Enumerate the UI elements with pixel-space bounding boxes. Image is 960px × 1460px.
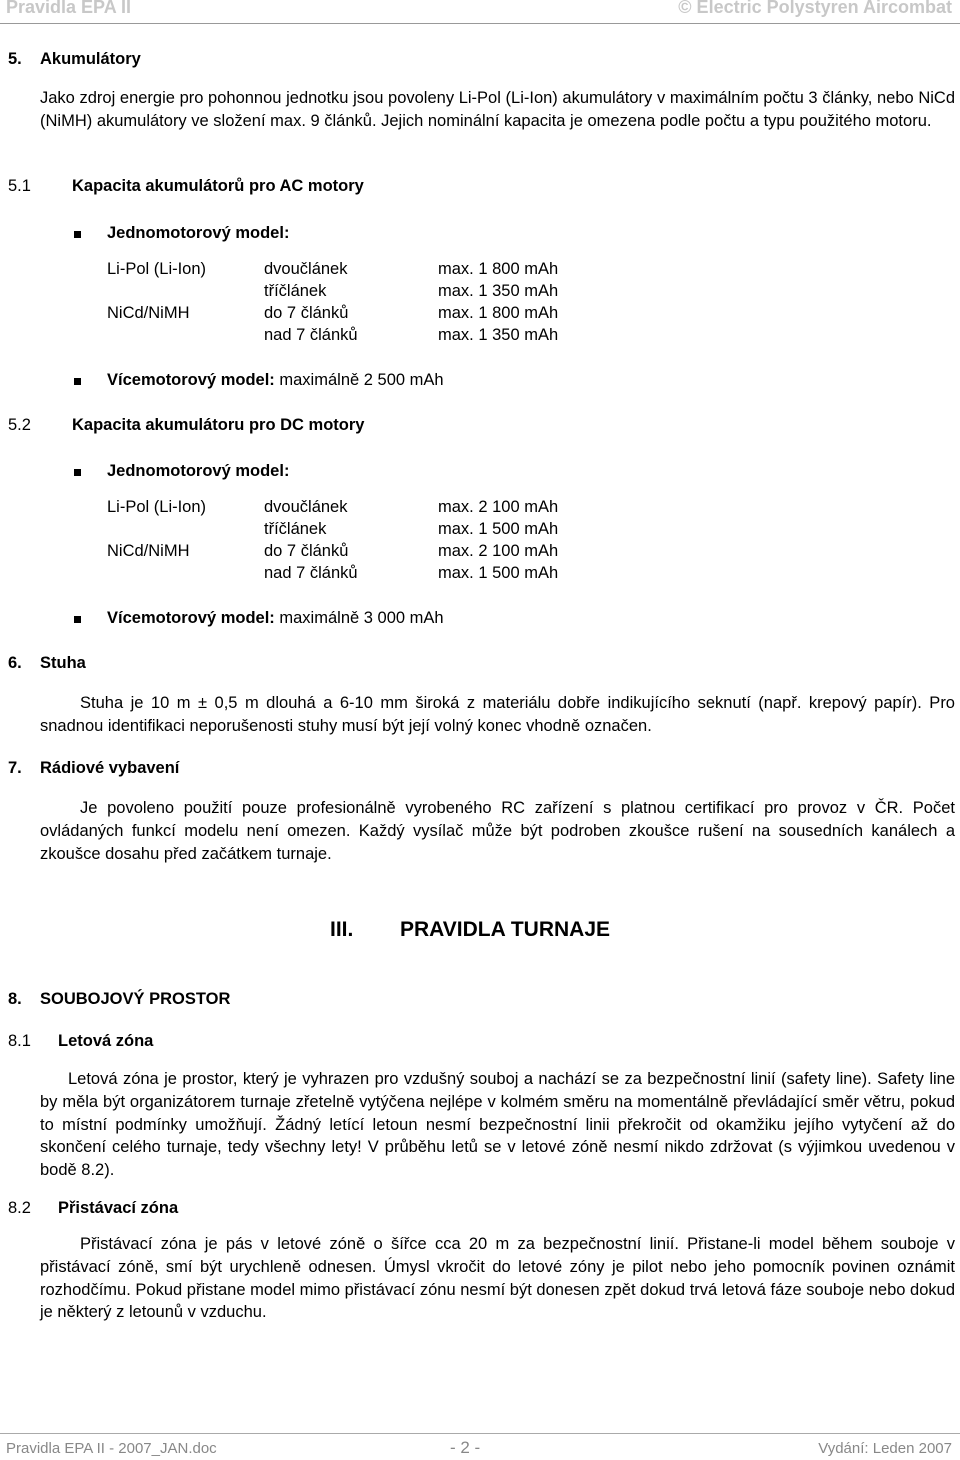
- dc-row-4-cells: nad 7 článků: [264, 564, 358, 582]
- dc-row-3-cells: do 7 článků: [264, 542, 349, 560]
- section-7-paragraph: Je povoleno použití pouze profesionálně vyrobeného RC zařízení s platnou certifikací pro provoz v ČR. Počet ovládaných funkcí modelu není omezen. Každý vysílač může být podroben zkoušce rušení na sousedních kanálech a zkoušce dosahu před začátkem turnaje.: [40, 799, 955, 863]
- ac-row-2-capacity: max. 1 350 mAh: [438, 282, 559, 300]
- section-5-number: 5.: [8, 50, 22, 68]
- section-8-1-title: Letová zóna: [58, 1032, 154, 1050]
- ac-row-1-capacity: max. 1 800 mAh: [438, 260, 559, 278]
- ac-row-3-capacity: max. 1 800 mAh: [438, 304, 559, 322]
- section-5-title: Akumulátory: [40, 50, 141, 68]
- dc-row-2-capacity: max. 1 500 mAh: [438, 520, 559, 538]
- header-rule: [0, 23, 960, 24]
- dc-row-4-capacity: max. 1 500 mAh: [438, 564, 559, 582]
- multi-motor-label-ac: Vícemotorový model:: [107, 371, 275, 389]
- ac-row-1-type: Li-Pol (Li-Ion): [107, 260, 207, 278]
- ac-row-2-cells: tříčlánek: [264, 282, 327, 300]
- section-5-1-title: Kapacita akumulátorů pro AC motory: [72, 177, 364, 195]
- ac-row-3-type: NiCd/NiMH: [107, 304, 190, 322]
- section-6-paragraph: Stuha je 10 m ± 0,5 m dlouhá a 6-10 mm široká z materiálu dobře indikujícího seknutí (např. krepový papír). Pro snadnou identifikaci neporušenosti stuhy musí být její volný konec vhodně označen.: [40, 694, 955, 735]
- dc-row-3-type: NiCd/NiMH: [107, 542, 190, 560]
- ac-row-4-cells: nad 7 článků: [264, 326, 358, 344]
- bullet-icon: [74, 378, 81, 385]
- section-7-number: 7.: [8, 759, 22, 777]
- bullet-icon: [74, 469, 81, 476]
- section-7-title: Rádiové vybavení: [40, 759, 180, 777]
- single-motor-label-ac: Jednomotorový model:: [107, 224, 290, 242]
- multi-motor-ac: [107, 371, 444, 390]
- header-right: © Electric Polystyren Aircombat: [678, 0, 952, 17]
- footer-rule: [0, 1433, 960, 1434]
- section-8-2-title: Přistávací zóna: [58, 1199, 179, 1217]
- section-6-number: 6.: [8, 654, 22, 672]
- dc-row-1-cells: dvoučlánek: [264, 498, 348, 516]
- dc-row-3-capacity: max. 2 100 mAh: [438, 542, 559, 560]
- bullet-icon: [74, 231, 81, 238]
- footer-left: Pravidla EPA II - 2007_JAN.doc: [6, 1440, 217, 1457]
- section-5-2-number: 5.2: [8, 416, 31, 434]
- ac-row-3-cells: do 7 článků: [264, 304, 349, 322]
- multi-motor-value-ac: maximálně 2 500 mAh: [279, 371, 444, 389]
- ac-row-4-capacity: max. 1 350 mAh: [438, 326, 559, 344]
- section-5-2-title: Kapacita akumulátoru pro DC motory: [72, 416, 365, 434]
- part-number: III.: [330, 918, 354, 941]
- ac-row-1-cells: dvoučlánek: [264, 260, 348, 278]
- section-5-paragraph: Jako zdroj energie pro pohonnou jednotku jsou povoleny Li-Pol (Li-Ion) akumulátory v maximálním počtu 3 články, nebo NiCd (NiMH) akumulátory ve složení max. 9 článků. Jejich nominální kapacita je omezena podle počtu a typu použitého motoru.: [40, 89, 955, 130]
- section-8-2-paragraph: Přistávací zóna je pás v letové zóně o šířce cca 20 m za bezpečnostní linií. Přistane-li model během souboje v přistávací zóně, smí být urychleně odnesen. Úmysl vkročit do letové zóny je pilot nebo jeho pomocník povinen oznámit rozhodčímu. Pokud přistane model mimo přistávací zónu nesmí být donesen zpět dokud trvá letová fáze souboje nebo dokud je některý z letounů v vzduchu.: [40, 1235, 955, 1322]
- section-8-2-number: 8.2: [8, 1199, 31, 1217]
- footer-page-number: - 2 -: [450, 1438, 481, 1457]
- dc-row-2-cells: tříčlánek: [264, 520, 327, 538]
- multi-motor-value-dc: maximálně 3 000 mAh: [279, 609, 444, 627]
- section-8-1-number: 8.1: [8, 1032, 31, 1050]
- multi-motor-label-dc: Vícemotorový model:: [107, 609, 275, 627]
- section-5-1-number: 5.1: [8, 177, 31, 195]
- part-title: PRAVIDLA TURNAJE: [400, 918, 611, 941]
- dc-row-1-type: Li-Pol (Li-Ion): [107, 498, 207, 516]
- single-motor-label-dc: Jednomotorový model:: [107, 462, 290, 480]
- section-8-title: SOUBOJOVÝ PROSTOR: [40, 990, 231, 1008]
- footer-right: Vydání: Leden 2007: [818, 1440, 952, 1457]
- header-left: Pravidla EPA II: [6, 0, 132, 17]
- dc-row-1-capacity: max. 2 100 mAh: [438, 498, 559, 516]
- section-8-1-paragraph: Letová zóna je prostor, který je vyhrazen pro vzdušný souboj a nachází se za bezpečnostní linií (safety line). Safety line by měla být organizátorem turnaje zřetelně vytýčena nejlépe v kolmém směru na momentálně převládající směr větru, pokud to místní podmínky umožňují. Žádný letící letoun nesmí bezpečnostní linii překročit od okamžiku jejího vytyčení až do skončení celého turnaje, tedy všechny lety! V průběhu letů se v letové zóně nesmí nikdo zdržovat (s výjimkou uvedenou v bodě 8.2).: [40, 1070, 955, 1180]
- section-8-number: 8.: [8, 990, 22, 1008]
- bullet-icon: [74, 616, 81, 623]
- section-6-title: Stuha: [40, 654, 86, 672]
- multi-motor-dc: [107, 609, 444, 628]
